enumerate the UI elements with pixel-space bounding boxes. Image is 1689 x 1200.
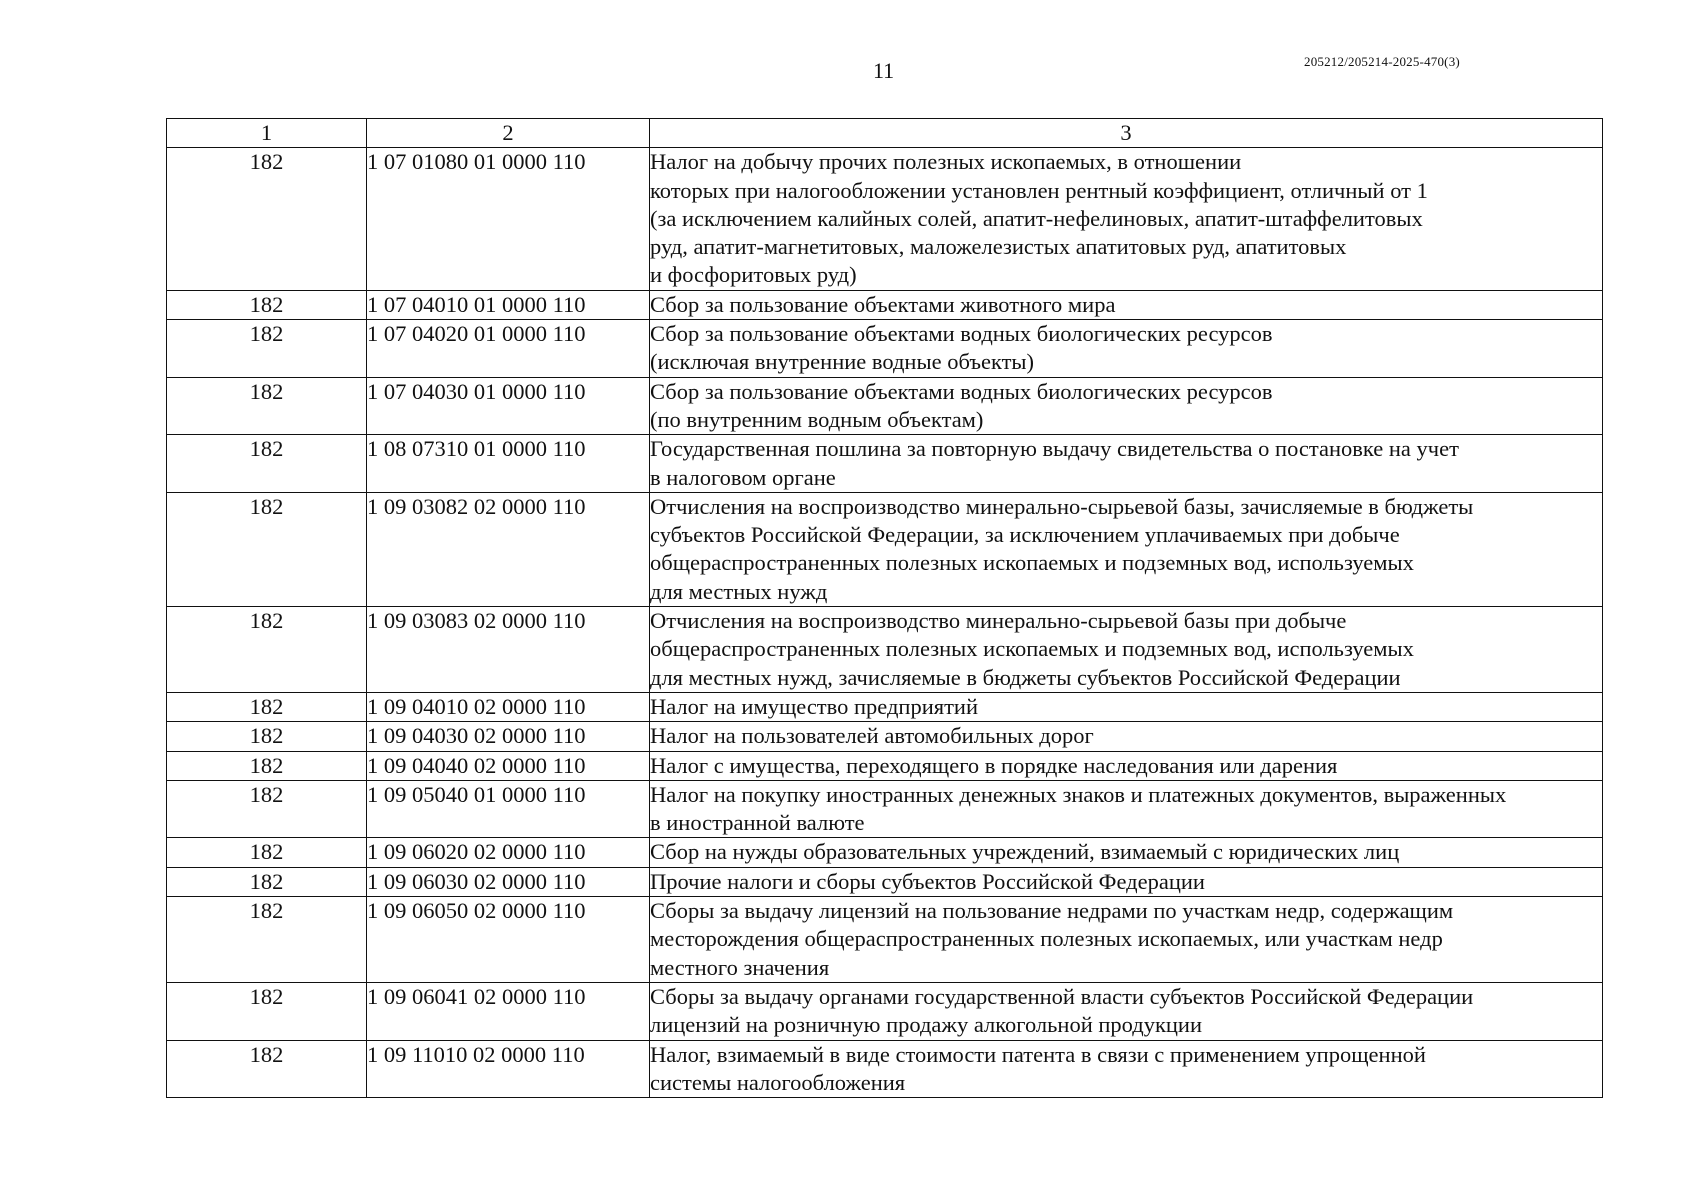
revenue-name-cell	[650, 692, 1603, 721]
budget-classification-code-cell: 1 07 04030 01 0000 110	[367, 377, 650, 435]
revenue-name-cell	[650, 148, 1603, 290]
admin-code-cell: 182	[167, 607, 367, 693]
revenue-name-line: Сбор за пользование объектами животного мира	[650, 291, 1116, 317]
budget-classification-code-cell: 1 09 04030 02 0000 110	[367, 722, 650, 751]
table-row	[167, 377, 1603, 435]
admin-code-cell: 182	[167, 692, 367, 721]
budget-classification-code-cell: 1 09 03082 02 0000 110	[367, 492, 650, 606]
table-row	[167, 435, 1603, 493]
admin-code-cell: 182	[167, 780, 367, 838]
admin-code-cell: 182	[167, 492, 367, 606]
table-row	[167, 867, 1603, 896]
admin-code-cell: 182	[167, 377, 367, 435]
revenue-name-cell	[650, 435, 1603, 493]
admin-code-cell: 182	[167, 838, 367, 867]
table-row	[167, 607, 1603, 693]
column-header-2: 2	[367, 119, 650, 148]
revenue-name-line: Прочие налоги и сборы субъектов Российской Федерации	[650, 868, 1205, 894]
budget-classification-code-cell: 1 09 06041 02 0000 110	[367, 982, 650, 1040]
revenue-name-line: субъектов Российской Федерации, за исключением уплачиваемых при добыче	[650, 522, 1400, 548]
revenue-name-cell	[650, 867, 1603, 896]
revenue-name-line: системы налогообложения	[650, 1069, 906, 1095]
revenue-name-line: в иностранной валюте	[650, 810, 865, 836]
revenue-name-cell	[650, 751, 1603, 780]
revenue-name-line: Налог на имущество предприятий	[650, 693, 979, 719]
table-row	[167, 722, 1603, 751]
column-header-3: 3	[650, 119, 1603, 148]
revenue-name-line: месторождения общераспространенных полезных ископаемых, или участкам недр	[650, 926, 1443, 952]
revenue-name-line: Налог, взимаемый в виде стоимости патента в связи с применением упрощенной	[650, 1041, 1426, 1067]
budget-classification-code-cell: 1 09 05040 01 0000 110	[367, 780, 650, 838]
table-row	[167, 982, 1603, 1040]
budget-classification-code-cell: 1 09 06020 02 0000 110	[367, 838, 650, 867]
revenue-name-cell	[650, 838, 1603, 867]
revenue-name-line: Сборы за выдачу органами государственной власти субъектов Российской Федерации	[650, 983, 1474, 1009]
revenue-name-line: (исключая внутренние водные объекты)	[650, 349, 1035, 375]
column-header-1: 1	[167, 119, 367, 148]
budget-classification-code-cell: 1 09 11010 02 0000 110	[367, 1040, 650, 1098]
admin-code-cell: 182	[167, 751, 367, 780]
revenue-name-cell	[650, 377, 1603, 435]
revenue-name-line: которых при налогообложении установлен рентный коэффициент, отличный от 1	[650, 177, 1428, 203]
revenue-name-line: Отчисления на воспроизводство минерально-сырьевой базы при добыче	[650, 608, 1347, 634]
revenue-codes-table	[166, 118, 1603, 1098]
revenue-name-cell	[650, 607, 1603, 693]
table-row	[167, 751, 1603, 780]
revenue-name-line: Отчисления на воспроизводство минерально-сырьевой базы, зачисляемые в бюджеты	[650, 493, 1474, 519]
revenue-name-cell	[650, 1040, 1603, 1098]
revenue-name-cell	[650, 290, 1603, 319]
revenue-name-line: Сборы за выдачу лицензий на пользование недрами по участкам недр, содержащим	[650, 898, 1454, 924]
revenue-name-line: лицензий на розничную продажу алкогольной продукции	[650, 1012, 1203, 1038]
table-row	[167, 148, 1603, 290]
budget-classification-code-cell: 1 07 01080 01 0000 110	[367, 148, 650, 290]
budget-classification-code-cell: 1 09 03083 02 0000 110	[367, 607, 650, 693]
revenue-name-line: Налог на пользователей автомобильных дорог	[650, 723, 1094, 749]
admin-code-cell: 182	[167, 1040, 367, 1098]
table-row	[167, 780, 1603, 838]
revenue-name-cell	[650, 320, 1603, 378]
admin-code-cell: 182	[167, 982, 367, 1040]
admin-code-cell: 182	[167, 897, 367, 983]
revenue-name-line: для местных нужд	[650, 578, 828, 604]
table-row	[167, 897, 1603, 983]
revenue-name-line: руд, апатит-магнетитовых, маложелезистых апатитовых руд, апатитовых	[650, 234, 1347, 260]
admin-code-cell: 182	[167, 722, 367, 751]
table-row	[167, 692, 1603, 721]
budget-classification-code-cell: 1 09 04040 02 0000 110	[367, 751, 650, 780]
revenue-name-cell	[650, 780, 1603, 838]
budget-classification-code-cell: 1 07 04020 01 0000 110	[367, 320, 650, 378]
admin-code-cell: 182	[167, 148, 367, 290]
table-row	[167, 290, 1603, 319]
table-row	[167, 838, 1603, 867]
document-id: 205212/205214-2025-470(3)	[1304, 54, 1460, 69]
budget-classification-code-cell: 1 09 06030 02 0000 110	[367, 867, 650, 896]
table-row	[167, 320, 1603, 378]
revenue-name-cell	[650, 897, 1603, 983]
revenue-name-line: (по внутренним водным объектам)	[650, 406, 984, 432]
budget-classification-code-cell: 1 09 06050 02 0000 110	[367, 897, 650, 983]
revenue-name-line: для местных нужд, зачисляемые в бюджеты субъектов Российской Федерации	[650, 664, 1401, 690]
revenue-name-line: Налог на покупку иностранных денежных знаков и платежных документов, выраженных	[650, 781, 1507, 807]
revenue-name-line: местного значения	[650, 954, 830, 980]
revenue-name-line: Сбор за пользование объектами водных биологических ресурсов	[650, 321, 1273, 347]
revenue-name-cell	[650, 722, 1603, 751]
revenue-name-line: (за исключением калийных солей, апатит-нефелиновых, апатит-штаффелитовых	[650, 205, 1423, 231]
revenue-name-line: Налог на добычу прочих полезных ископаемых, в отношении	[650, 149, 1242, 175]
revenue-name-cell	[650, 982, 1603, 1040]
table-header-row	[167, 119, 1603, 148]
table-body	[167, 148, 1603, 1098]
revenue-name-line: в налоговом органе	[650, 464, 836, 490]
admin-code-cell: 182	[167, 435, 367, 493]
page-number: 11	[873, 58, 895, 83]
revenue-name-line: и фосфоритовых руд)	[650, 262, 857, 288]
revenue-name-line: общераспространенных полезных ископаемых и подземных вод, используемых	[650, 550, 1414, 576]
revenue-name-line: Сбор за пользование объектами водных биологических ресурсов	[650, 378, 1273, 404]
budget-classification-code-cell: 1 07 04010 01 0000 110	[367, 290, 650, 319]
table-row	[167, 492, 1603, 606]
admin-code-cell: 182	[167, 320, 367, 378]
admin-code-cell: 182	[167, 867, 367, 896]
budget-classification-code-cell: 1 08 07310 01 0000 110	[367, 435, 650, 493]
revenue-name-line: Сбор на нужды образовательных учреждений, взимаемый с юридических лиц	[650, 839, 1400, 865]
revenue-name-line: Налог с имущества, переходящего в порядке наследования или дарения	[650, 752, 1338, 778]
table-row	[167, 1040, 1603, 1098]
revenue-name-line: общераспространенных полезных ископаемых и подземных вод, используемых	[650, 636, 1414, 662]
budget-classification-code-cell: 1 09 04010 02 0000 110	[367, 692, 650, 721]
revenue-name-cell	[650, 492, 1603, 606]
revenue-name-line: Государственная пошлина за повторную выдачу свидетельства о постановке на учет	[650, 436, 1459, 462]
admin-code-cell: 182	[167, 290, 367, 319]
